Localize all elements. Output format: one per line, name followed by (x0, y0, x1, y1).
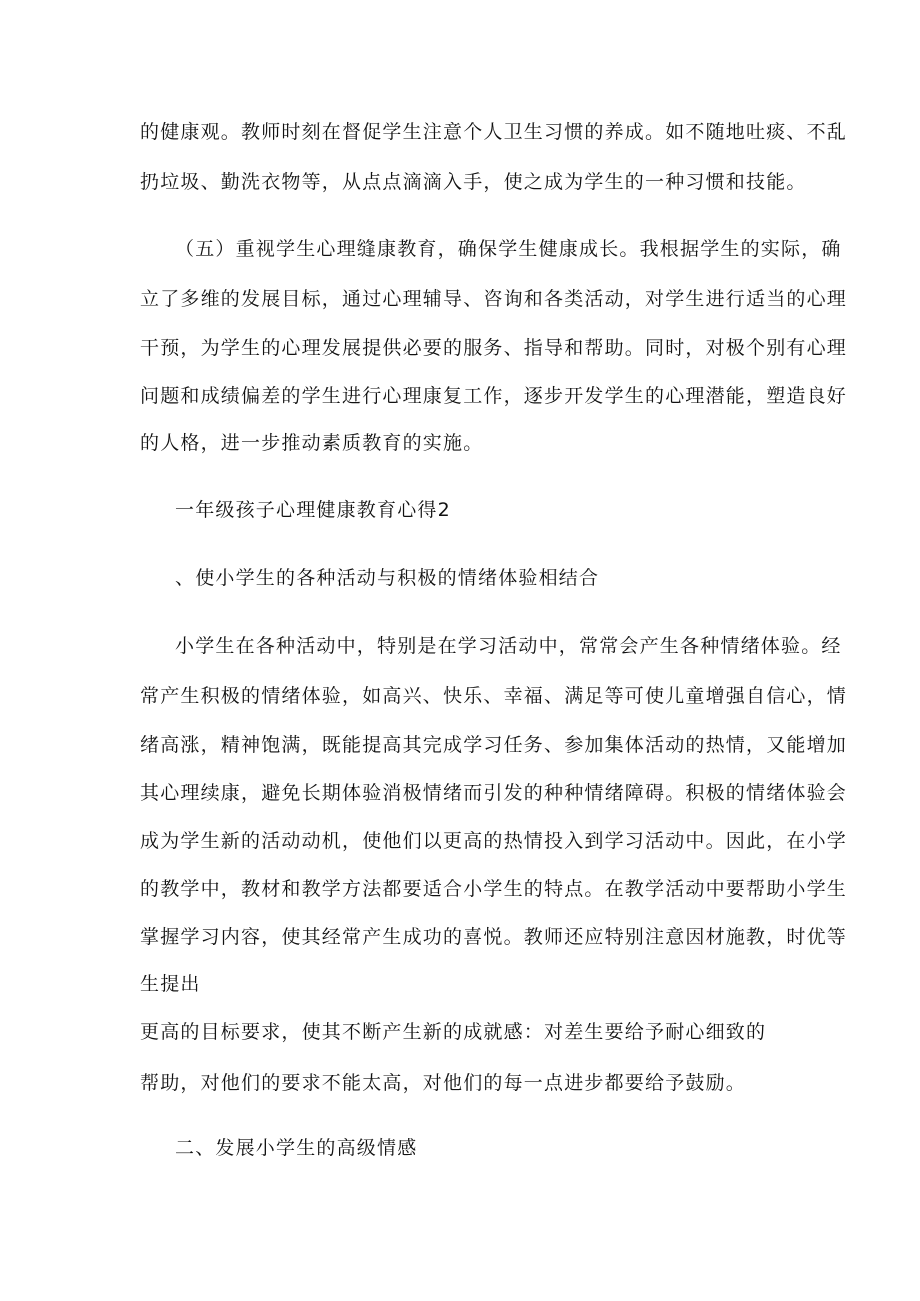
paragraph-line: 绪高涨，精神饱满，既能提高其完成学习任务、参加集体活动的热情，又能增加 (140, 734, 848, 756)
subsection-heading: 二、发展小学生的高级情感 (175, 1137, 418, 1159)
paragraph-line: 小学生在各种活动中，特别是在学习活动中，常常会产生各种情绪体验。经 (175, 635, 842, 657)
paragraph-line: 的教学中，教材和教学方法都要适合小学生的特点。在教学活动中要帮助小学生 (140, 878, 848, 900)
paragraph-line: 掌握学习内容，使其经常产生成功的喜悦。教师还应特别注意因材施教，时优等 (140, 926, 848, 948)
paragraph-line: 生提出 (140, 973, 201, 995)
paragraph-line: 干预，为学生的心理发展提供必要的服务、指导和帮助。同时，对极个别有心理 (140, 337, 848, 359)
paragraph-line: 其心理续康，避免长期体验消极情绪而引发的种种情绪障碍。积极的情绪体验会 (140, 782, 848, 804)
paragraph-line: 帮助，对他们的要求不能太高，对他们的每一点进步都要给予鼓励。 (140, 1072, 747, 1094)
paragraph-line: 扔垃圾、勤洗衣物等，从点点滴滴入手，使之成为学生的一种习惯和技能。 (140, 171, 807, 193)
subsection-heading: 、使小学生的各种活动与积极的情绪体验相结合 (175, 567, 600, 589)
paragraph-line: （五）重视学生心理缝康教育，确保学生健康成长。我根据学生的实际，确 (175, 238, 842, 260)
paragraph-line: 立了多维的发展目标，通过心理辅导、咨询和各类活动，对学生进行适当的心理 (140, 288, 848, 310)
section-heading: 一年级孩子心理健康教育心得2 (175, 499, 451, 521)
paragraph-line: 的健康观。教师时刻在督促学生注意个人卫生习惯的养成。如不随地吐痰、不乱 (140, 121, 848, 143)
paragraph-line: 问题和成绩偏差的学生进行心理康复工作，逐步开发学生的心理潜能，塑造良好 (140, 385, 848, 407)
paragraph-line: 更高的目标要求，使其不断产生新的成就感：对差生要给予耐心细致的 (140, 1021, 767, 1043)
paragraph-line: 的人格，进一步推动素质教育的实施。 (140, 432, 484, 454)
paragraph-line: 常产生积极的情绪体验，如高兴、快乐、幸福、满足等可使儿童增强自信心，情 (140, 685, 848, 707)
paragraph-line: 成为学生新的活动动机，使他们以更高的热情投入到学习活动中。因此，在小学 (140, 830, 848, 852)
